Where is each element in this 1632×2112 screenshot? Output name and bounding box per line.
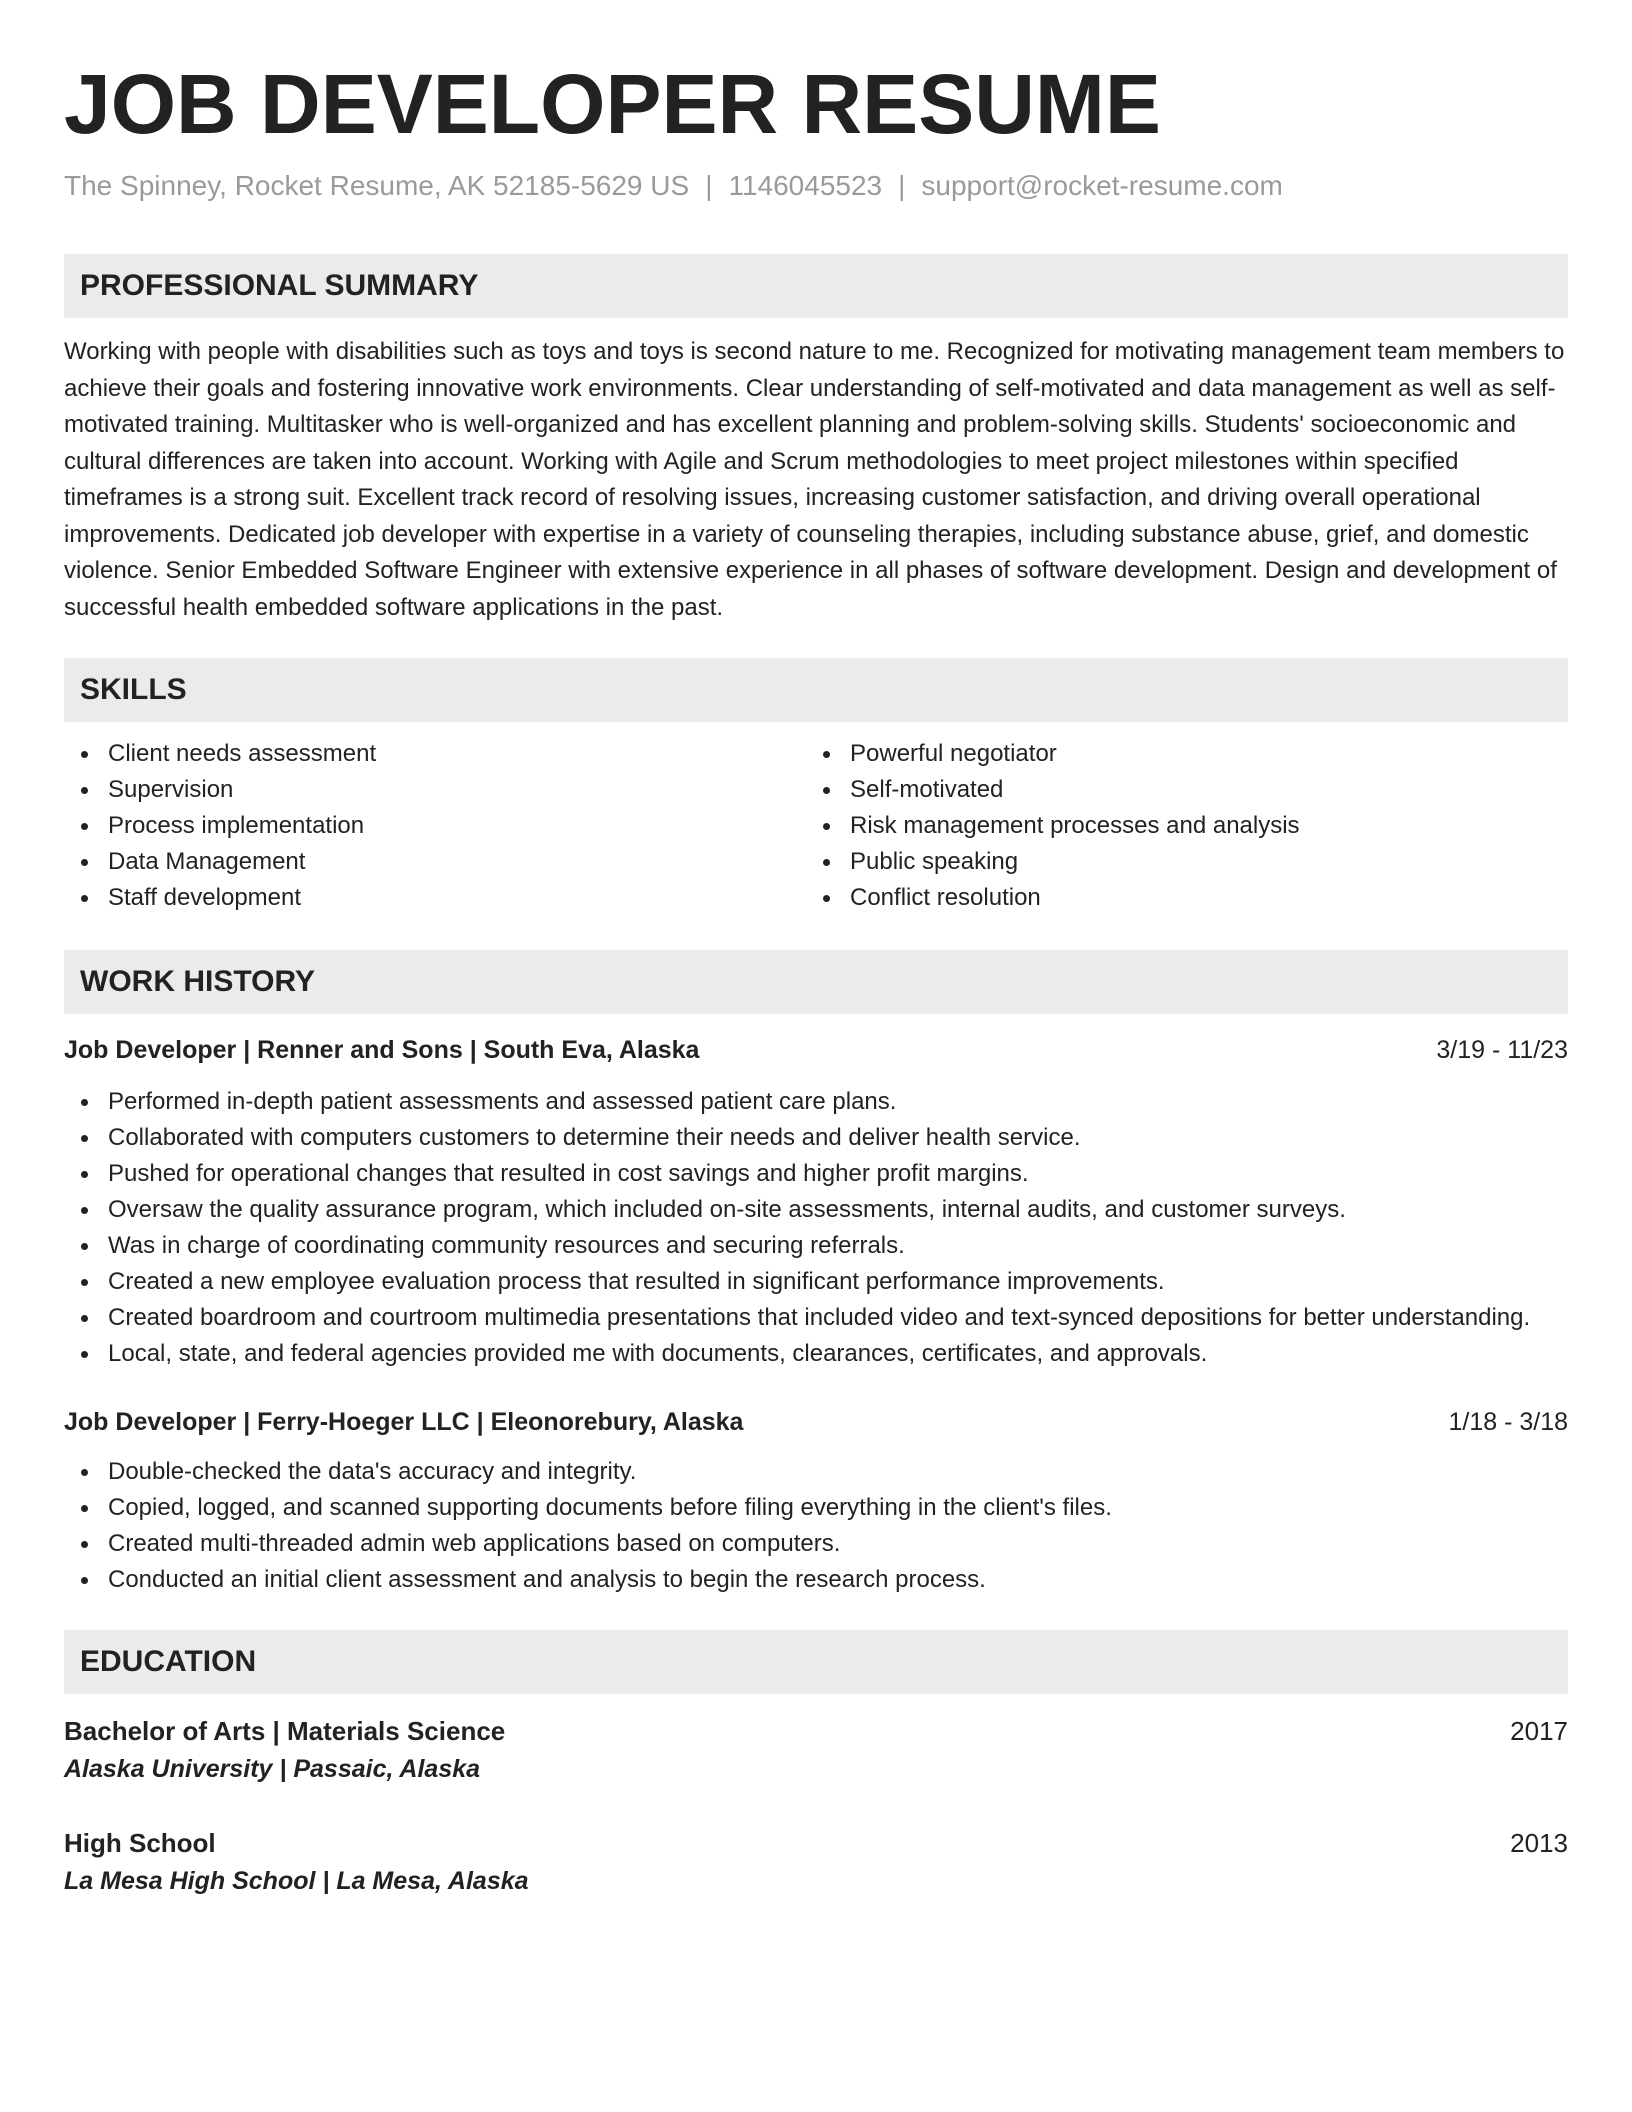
bullet-icon xyxy=(81,1279,88,1286)
job-bullet-text: Was in charge of coordinating community resources and securing referrals. xyxy=(108,1232,905,1259)
skill-item xyxy=(64,772,806,808)
education-school: La Mesa High School | La Mesa, Alaska xyxy=(64,1867,529,1895)
education-degree: High School xyxy=(64,1828,216,1858)
job-bullet xyxy=(64,1192,1568,1228)
contact-separator: | xyxy=(898,170,906,201)
job-bullet xyxy=(64,1156,1568,1192)
education-section-header: EDUCATION xyxy=(64,1630,1568,1694)
summary-text: Working with people with disabilities such as toys and toys is second nature to me. Recognized for motivating management team members to achieve their goals and fostering innovative work environments. Clear understanding of self-motivated and data management as well as self-motivated training. Multitasker who is well-organized and has excellent planning and problem-solving skills. Students' socioeconomic and cultural differences are taken into account. Working with Agile and Scrum methodologies to meet project milestones within specified timeframes is a strong suit. Excellent track record of resolving issues, increasing customer satisfaction, and driving overall operational improvements. Dedicated job developer with expertise in a variety of counseling therapies, including substance abuse, grief, and domestic violence. Senior Embedded Software Engineer with extensive experience in all phases of software development. Design and development of successful health embedded software applications in the past. xyxy=(64,338,1565,621)
skill-item xyxy=(806,736,1548,772)
education-entry xyxy=(64,1712,1568,1788)
education-entry xyxy=(64,1824,1568,1900)
skill-item xyxy=(806,880,1548,916)
contact-separator: | xyxy=(705,170,713,201)
job-bullet xyxy=(64,1264,1568,1300)
job-bullet-text: Oversaw the quality assurance program, which included on-site assessments, internal audits, and customer surveys. xyxy=(108,1196,1346,1223)
job-bullet xyxy=(64,1336,1568,1372)
job-bullet-text: Double-checked the data's accuracy and integrity. xyxy=(108,1458,637,1485)
skill-item xyxy=(806,772,1548,808)
job-title: Job Developer | Renner and Sons | South Eva, Alaska xyxy=(64,1036,700,1064)
skill-label: Client needs assessment xyxy=(108,740,377,767)
skill-item xyxy=(64,844,806,880)
education-school: Alaska University | Passaic, Alaska xyxy=(64,1755,481,1783)
bullet-icon xyxy=(81,1469,88,1476)
job-dates: 3/19 - 11/23 xyxy=(1436,1036,1568,1064)
bullet-icon xyxy=(81,859,88,866)
bullet-icon xyxy=(823,823,830,830)
skills-section-header: SKILLS xyxy=(64,658,1568,722)
job-bullet-text: Collaborated with computers customers to determine their needs and deliver health service. xyxy=(108,1124,1081,1151)
skill-label: Self-motivated xyxy=(850,776,1004,803)
job-title: Job Developer | Ferry-Hoeger LLC | Eleonorebury, Alaska xyxy=(64,1408,744,1436)
education-year: 2017 xyxy=(1510,1716,1568,1746)
bullet-icon xyxy=(823,895,830,902)
skills-column-left xyxy=(64,736,806,916)
skill-label: Powerful negotiator xyxy=(850,740,1057,767)
bullet-icon xyxy=(81,1577,88,1584)
job-bullet xyxy=(64,1490,1568,1526)
job-bullet-text: Pushed for operational changes that resulted in cost savings and higher profit margins. xyxy=(108,1160,1029,1187)
education-degree: Bachelor of Arts | Materials Science xyxy=(64,1716,506,1746)
job-bullet-text: Local, state, and federal agencies provided me with documents, clearances, certificates, and approvals. xyxy=(108,1340,1208,1367)
skill-label: Supervision xyxy=(108,776,234,803)
job-bullet-list xyxy=(64,1084,1568,1372)
education-year: 2013 xyxy=(1510,1828,1568,1858)
bullet-icon xyxy=(81,1315,88,1322)
job-bullet-list xyxy=(64,1454,1568,1598)
bullet-icon xyxy=(81,751,88,758)
bullet-icon xyxy=(823,751,830,758)
skill-label: Process implementation xyxy=(108,812,365,839)
skills-column-right xyxy=(806,736,1548,916)
summary-section-header: PROFESSIONAL SUMMARY xyxy=(64,254,1568,318)
bullet-icon xyxy=(81,1099,88,1106)
education-heading-row xyxy=(64,1712,1568,1750)
contact-phone: 1146045523 xyxy=(728,170,883,201)
job-bullet xyxy=(64,1120,1568,1156)
bullet-icon xyxy=(81,1351,88,1358)
bullet-icon xyxy=(81,1171,88,1178)
bullet-icon xyxy=(81,1505,88,1512)
bullet-icon xyxy=(81,1541,88,1548)
job-bullet-text: Performed in-depth patient assessments and assessed patient care plans. xyxy=(108,1088,897,1115)
bullet-icon xyxy=(81,1135,88,1142)
job-bullet xyxy=(64,1454,1568,1490)
job-bullet xyxy=(64,1526,1568,1562)
skills-grid xyxy=(64,736,1568,916)
skill-item xyxy=(64,808,806,844)
skill-item xyxy=(64,736,806,772)
job-bullet-text: Created boardroom and courtroom multimedia presentations that included video and text-synced depositions for better understanding. xyxy=(108,1304,1531,1331)
skill-item xyxy=(806,808,1548,844)
bullet-icon xyxy=(81,1243,88,1250)
job-heading-row xyxy=(64,1404,1568,1440)
bullet-icon xyxy=(81,1207,88,1214)
job-bullet xyxy=(64,1228,1568,1264)
contact-address: The Spinney, Rocket Resume, AK 52185-5629 US xyxy=(64,170,690,201)
education-heading-row xyxy=(64,1824,1568,1862)
contact-email: support@rocket-resume.com xyxy=(921,170,1283,201)
skill-item xyxy=(806,844,1548,880)
skill-item xyxy=(64,880,806,916)
job-heading-row xyxy=(64,1032,1568,1068)
job-bullet xyxy=(64,1562,1568,1598)
job-bullet-text: Created multi-threaded admin web applications based on computers. xyxy=(108,1530,841,1557)
job-bullet xyxy=(64,1300,1568,1336)
resume-title: JOB DEVELOPER RESUME xyxy=(64,57,1161,151)
skill-label: Risk management processes and analysis xyxy=(850,812,1300,839)
job-bullet-text: Copied, logged, and scanned supporting documents before filing everything in the client's files. xyxy=(108,1494,1112,1521)
bullet-icon xyxy=(81,787,88,794)
skill-label: Conflict resolution xyxy=(850,884,1041,911)
bullet-icon xyxy=(81,823,88,830)
bullet-icon xyxy=(823,859,830,866)
job-bullet xyxy=(64,1084,1568,1120)
job-bullet-text: Conducted an initial client assessment and analysis to begin the research process. xyxy=(108,1566,986,1593)
skill-label: Data Management xyxy=(108,848,306,875)
skill-label: Public speaking xyxy=(850,848,1019,875)
job-bullet-text: Created a new employee evaluation process that resulted in significant performance improvements. xyxy=(108,1268,1165,1295)
bullet-icon xyxy=(81,895,88,902)
bullet-icon xyxy=(823,787,830,794)
work-history-section-header: WORK HISTORY xyxy=(64,950,1568,1014)
contact-line xyxy=(64,168,1568,204)
job-dates: 1/18 - 3/18 xyxy=(1448,1408,1568,1436)
skill-label: Staff development xyxy=(108,884,302,911)
